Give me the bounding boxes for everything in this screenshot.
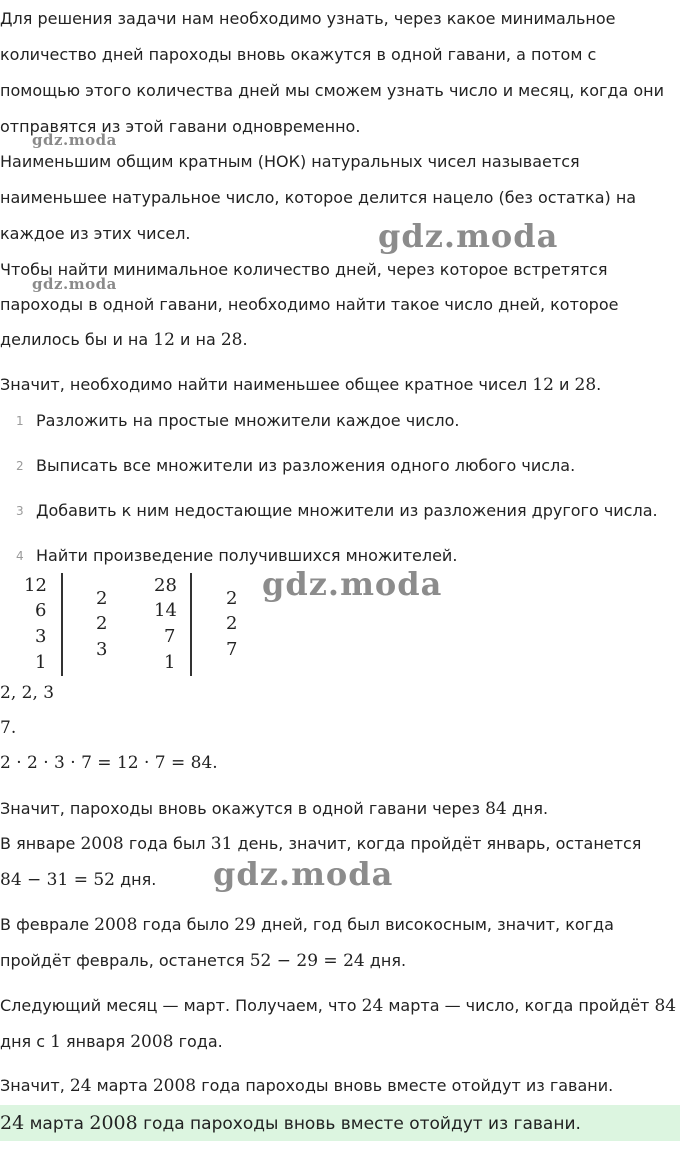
march-line-1: Следующий месяц — март. Получаем, что 24 марта — число, когда пройдёт 84 xyxy=(0,996,677,1016)
step-number: 1 xyxy=(16,414,24,428)
intro-line-1: Для решения задачи нам необходимо узнать, через какое минимальное xyxy=(0,9,616,28)
final-statement: Значит, 24 марта 2008 года пароходы вновь вместе отойдут из гавани. xyxy=(0,1076,614,1096)
step-text: Выписать все множители из разложения одного любого числа. xyxy=(36,456,576,475)
fac-right-factor: 7 xyxy=(226,639,238,660)
factors-a: 2, 2, 3 xyxy=(0,683,55,703)
reasoning-line-2: пароходы в одной гавани, необходимо найти такое число дней, которое xyxy=(0,295,619,314)
reasoning-line-3: делилось бы и на 12 и на 28. xyxy=(0,330,248,350)
reasoning-line-1: Чтобы найти минимальное количество дней, через которое встретятся xyxy=(0,260,608,279)
march-line-2: дня с 1 января 2008 года. xyxy=(0,1032,223,1052)
fac-right-factor: 2 xyxy=(226,613,238,634)
step-number: 3 xyxy=(16,504,24,518)
step-number: 2 xyxy=(16,459,24,473)
intro-line-2: количество дней пароходы вновь окажутся в одной гавани, а потом с xyxy=(0,45,597,64)
product-equation: 2 · 2 · 3 · 7 = 12 · 7 = 84. xyxy=(0,753,218,773)
january-line-2: 84 − 31 = 52 дня. xyxy=(0,870,157,890)
divider xyxy=(61,573,63,676)
factor-b: 7. xyxy=(0,718,17,738)
fac-left-number: 6 xyxy=(35,600,47,621)
lcm-statement: Значит, необходимо найти наименьшее общее кратное чисел 12 и 28. xyxy=(0,375,602,395)
watermark-small: gdz.moda xyxy=(32,131,117,149)
fac-right-number: 7 xyxy=(164,626,176,647)
definition-line-1: Наименьшим общим кратным (НОК) натуральных чисел называется xyxy=(0,152,580,171)
definition-line-3: каждое из этих чисел. xyxy=(0,224,191,243)
fac-right-factor: 2 xyxy=(226,588,238,609)
fac-left-number: 12 xyxy=(24,575,47,596)
watermark-big: gdz.moda xyxy=(378,217,559,255)
january-line-1: В январе 2008 года был 31 день, значит, когда пройдёт январь, останется xyxy=(0,834,642,854)
definition-line-2: наименьшее натуральное число, которое делится нацело (без остатка) на xyxy=(0,188,637,207)
step-number: 4 xyxy=(16,549,24,563)
february-line-1: В феврале 2008 года было 29 дней, год был високосным, значит, когда xyxy=(0,915,614,935)
step-text: Добавить к ним недостающие множители из разложения другого числа. xyxy=(36,501,658,520)
watermark-big: gdz.moda xyxy=(213,855,394,893)
fac-right-number: 14 xyxy=(154,600,177,621)
answer-box: 24 марта 2008 года пароходы вновь вместе отойдут из гавани. xyxy=(0,1105,680,1141)
fac-right-number: 1 xyxy=(164,652,176,673)
divider xyxy=(190,573,192,676)
fac-left-number: 1 xyxy=(35,652,47,673)
fac-left-number: 3 xyxy=(35,626,47,647)
fac-left-factor: 2 xyxy=(96,588,108,609)
fac-left-factor: 2 xyxy=(96,613,108,634)
watermark-small: gdz.moda xyxy=(32,275,117,293)
step-text: Найти произведение получившихся множителей. xyxy=(36,546,458,565)
watermark-big: gdz.moda xyxy=(262,565,443,603)
days-statement: Значит, пароходы вновь окажутся в одной гавани через 84 дня. xyxy=(0,799,549,819)
step-text: Разложить на простые множители каждое число. xyxy=(36,411,460,430)
intro-line-4: отправятся из этой гавани одновременно. xyxy=(0,117,361,136)
intro-line-3: помощью этого количества дней мы сможем узнать число и месяц, когда они xyxy=(0,81,665,100)
fac-right-number: 28 xyxy=(154,575,177,596)
february-line-2: пройдёт февраль, останется 52 − 29 = 24 дня. xyxy=(0,951,407,971)
fac-left-factor: 3 xyxy=(96,639,108,660)
